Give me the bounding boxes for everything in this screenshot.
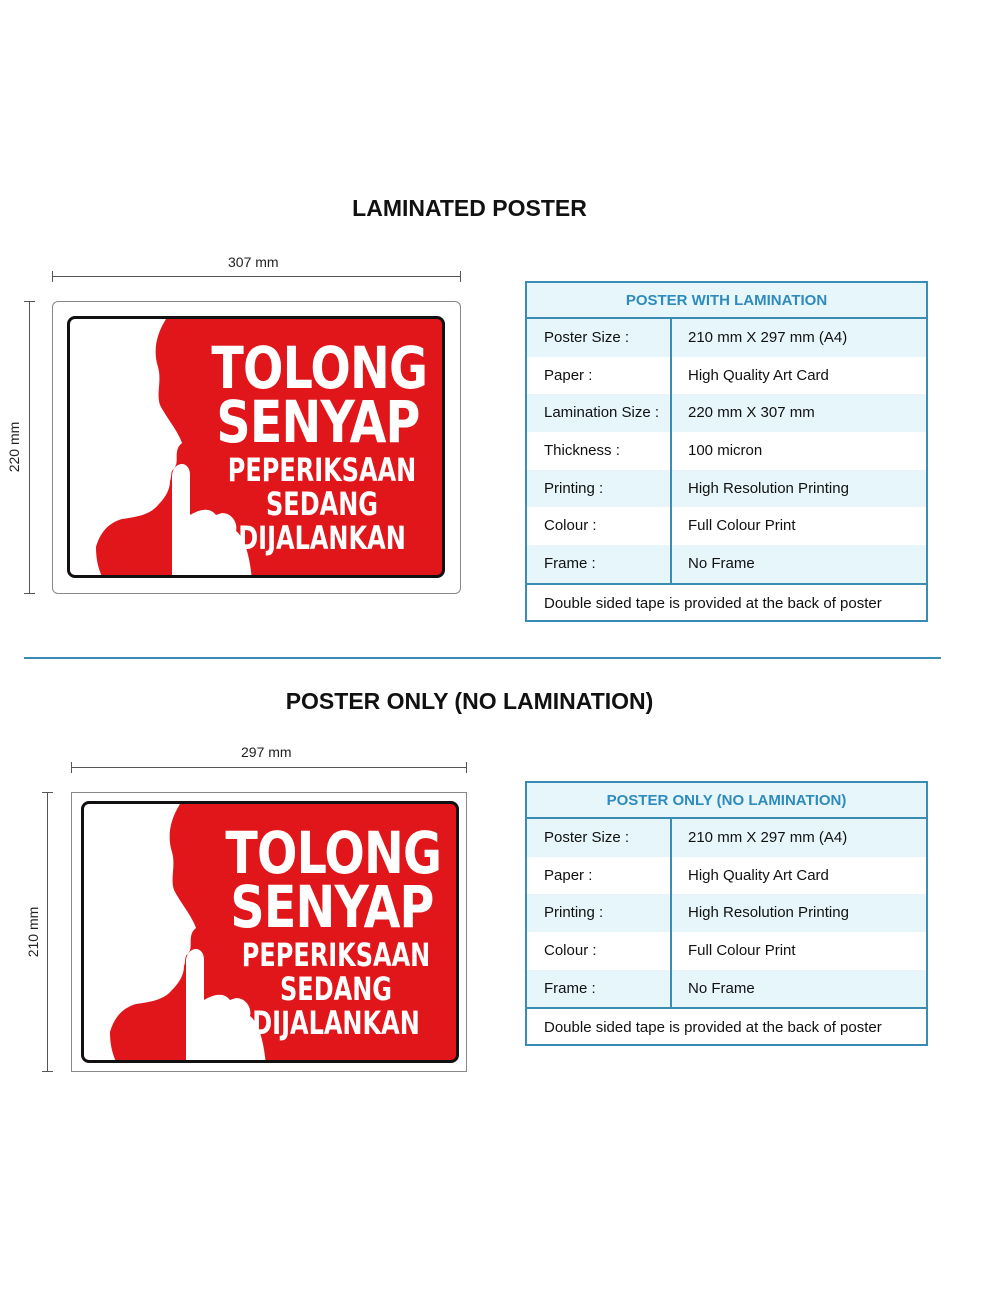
spec-value: 220 mm X 307 mm [688,404,815,422]
height-dimension-line [47,792,48,1072]
spec-row [527,357,926,395]
section-divider [24,657,941,659]
spec-value: High Resolution Printing [688,479,849,497]
spec-value: High Quality Art Card [688,866,829,884]
width-dimension-label: 307 mm [228,254,279,270]
spec-key: Frame : [527,545,672,583]
spec-value: Full Colour Print [688,517,796,535]
spec-key: Printing : [527,894,672,932]
poster-line-1: TOLONG [225,819,442,887]
poster-artwork [67,316,445,578]
width-dimension-label: 297 mm [241,744,292,760]
spec-key: Paper : [527,357,672,395]
poster-line-3: PEPERIKSAAN [241,936,431,974]
spec-rows [527,319,926,583]
spec-key: Frame : [527,970,672,1008]
width-dimension-line [52,276,461,277]
spec-key: Printing : [527,470,672,508]
spec-key: Colour : [527,507,672,545]
spec-row [527,432,926,470]
poster-line-5: DIJALANKAN [252,1004,420,1042]
poster-line-2: SENYAP [216,388,420,456]
spec-row [527,545,926,583]
poster-line-4: SEDANG [266,485,378,523]
spec-row [527,507,926,545]
spec-table-footer: Double sided tape is provided at the back of poster [527,583,926,620]
spec-row [527,394,926,432]
spec-row [527,894,926,932]
spec-value: High Quality Art Card [688,366,829,384]
spec-row [527,970,926,1008]
poster-line-4: SEDANG [280,970,392,1008]
height-dimension-label: 210 mm [25,906,41,958]
poster-line-5: DIJALANKAN [238,519,406,557]
spec-key: Lamination Size : [527,394,672,432]
poster-line-2: SENYAP [230,873,434,941]
poster-line-3: PEPERIKSAAN [227,451,417,489]
spec-row [527,932,926,970]
spec-table-footer: Double sided tape is provided at the back of poster [527,1007,926,1044]
lamination-sheet [52,301,461,594]
height-dimension-line [29,301,30,594]
spec-value: 100 micron [688,442,763,460]
spec-table-header: POSTER WITH LAMINATION [527,283,926,319]
spec-row [527,819,926,857]
spec-row [527,857,926,895]
spec-value: No Frame [688,555,755,573]
spec-row [527,470,926,508]
height-dimension-label: 220 mm [6,421,22,473]
poster-only-title: POSTER ONLY (NO LAMINATION) [285,688,654,714]
spec-rows [527,819,926,1007]
poster-paper [71,792,467,1072]
spec-value: Full Colour Print [688,942,796,960]
width-dimension-line [71,767,467,768]
lamination-spec-table [525,281,928,622]
poster-line-1: TOLONG [211,334,428,402]
spec-key: Thickness : [527,432,672,470]
spec-table-header: POSTER ONLY (NO LAMINATION) [527,783,926,819]
laminated-poster-title: LAMINATED POSTER [352,195,587,221]
spec-value: 210 mm X 297 mm (A4) [688,329,848,346]
spec-key: Poster Size : [527,319,672,357]
spec-value: 210 mm X 297 mm (A4) [688,829,848,846]
spec-key: Colour : [527,932,672,970]
spec-key: Paper : [527,857,672,895]
poster-only-spec-table [525,781,928,1046]
spec-row [527,319,926,357]
poster-artwork [81,801,459,1063]
spec-key: Poster Size : [527,819,672,857]
spec-value: High Resolution Printing [688,904,849,922]
spec-value: No Frame [688,979,755,997]
